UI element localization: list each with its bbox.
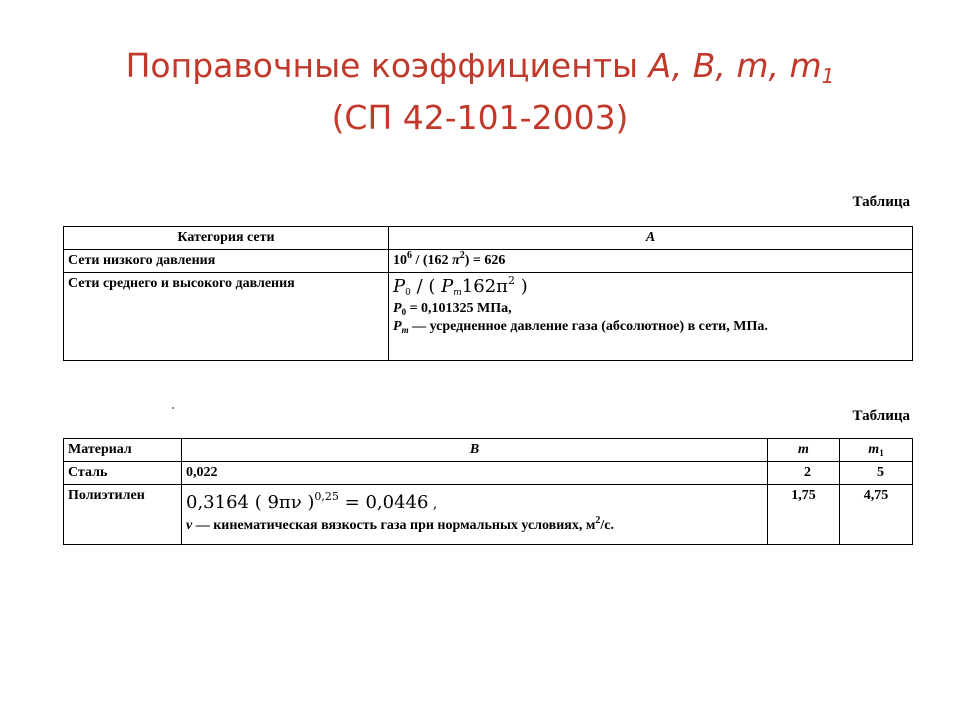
table-a-cell-formula — [389, 273, 913, 361]
title-line-2: (СП 42-101-2003) — [331, 98, 629, 137]
note-p0-text: = 0,101325 МПа, — [406, 301, 512, 316]
formula-exponent: 2 — [507, 274, 515, 287]
formula-p0: P — [393, 276, 406, 297]
table-b — [63, 438, 913, 545]
title-variable-subscript: 1 — [821, 64, 835, 88]
table-row — [64, 250, 913, 273]
value-pi-exponent: 2 — [459, 250, 465, 261]
note-pm-text: — усредненное давление газа (абсолютное) в сети, МПа. — [408, 319, 768, 334]
table-b-header-b: B — [182, 439, 768, 462]
table-row — [64, 485, 913, 545]
table-a-header-row — [64, 227, 913, 250]
header-m1-sub: 1 — [879, 448, 884, 458]
slide-title — [0, 40, 960, 144]
note-p0-var: P — [393, 301, 402, 316]
formula-b — [186, 490, 763, 517]
note-nu-sup: 2 — [595, 515, 601, 526]
table-a-cell-category: Сети среднего и высокого давления — [64, 273, 389, 361]
table-b-cell-m1: 4,75 — [840, 485, 913, 545]
table-b-cell-material: Сталь — [64, 462, 182, 485]
title-prefix: Поправочные коэффициенты — [125, 46, 649, 85]
table-a-caption: Таблица — [852, 194, 910, 210]
value-exponent: 6 — [407, 250, 412, 261]
formula-b-exponent: 0,25 — [314, 490, 339, 503]
title-line-1 — [0, 40, 960, 92]
table-row — [64, 462, 913, 485]
formula-p0-sub: 0 — [405, 288, 411, 298]
value-tail: ) = 626 — [464, 253, 506, 268]
note-nu-var: ν — [186, 518, 193, 533]
note-nu-end: /с. — [600, 518, 615, 533]
formula-a — [393, 274, 908, 300]
table-a-header-category: Категория сети — [64, 227, 389, 250]
table-a-header-a: A — [389, 227, 913, 250]
table-b-cell-m1: 5 — [840, 462, 913, 485]
note-pm-var: P — [393, 319, 402, 334]
title-variables: A, B, m, m — [648, 46, 822, 85]
note-pm — [393, 318, 908, 336]
value-base: 10 — [393, 253, 407, 268]
formula-divide: / ( — [410, 276, 442, 297]
table-b-caption: Таблица — [852, 408, 910, 424]
formula-b-left: 0,3164 ( 9πν ) — [186, 492, 315, 513]
value-pi: π — [452, 253, 460, 268]
formula-b-tail: , — [428, 496, 438, 512]
value-middle: / (162 — [412, 253, 453, 268]
stray-dot — [172, 407, 174, 409]
table-b-header-m: m — [768, 439, 840, 462]
table-a — [63, 226, 913, 361]
table-b-cell-m: 1,75 — [768, 485, 840, 545]
note-nu — [186, 517, 763, 535]
note-pm-sub: m — [401, 325, 409, 335]
table-row — [64, 273, 913, 361]
table-b-cell-formula — [182, 485, 768, 545]
formula-b-right: = 0,0446 — [338, 492, 429, 513]
table-b-cell-material: Полиэтилен — [64, 485, 182, 545]
table-b-header-material: Материал — [64, 439, 182, 462]
table-a-cell-category: Сети низкого давления — [64, 250, 389, 273]
formula-pm: P — [441, 276, 454, 297]
note-p0-sub: 0 — [401, 307, 407, 317]
table-b-header-row — [64, 439, 913, 462]
table-b-cell-b: 0,022 — [182, 462, 768, 485]
note-p0 — [393, 300, 908, 318]
formula-pm-sub: m — [453, 288, 462, 298]
formula-body: 162π — [461, 276, 508, 297]
table-b-cell-m: 2 — [768, 462, 840, 485]
header-m1-var: m — [868, 442, 880, 457]
note-nu-text: — кинематическая вязкость газа при нормальных условиях, м — [192, 518, 596, 533]
table-a-cell-value — [389, 250, 913, 273]
formula-close: ) — [514, 276, 528, 297]
table-b-header-m1 — [840, 439, 913, 462]
